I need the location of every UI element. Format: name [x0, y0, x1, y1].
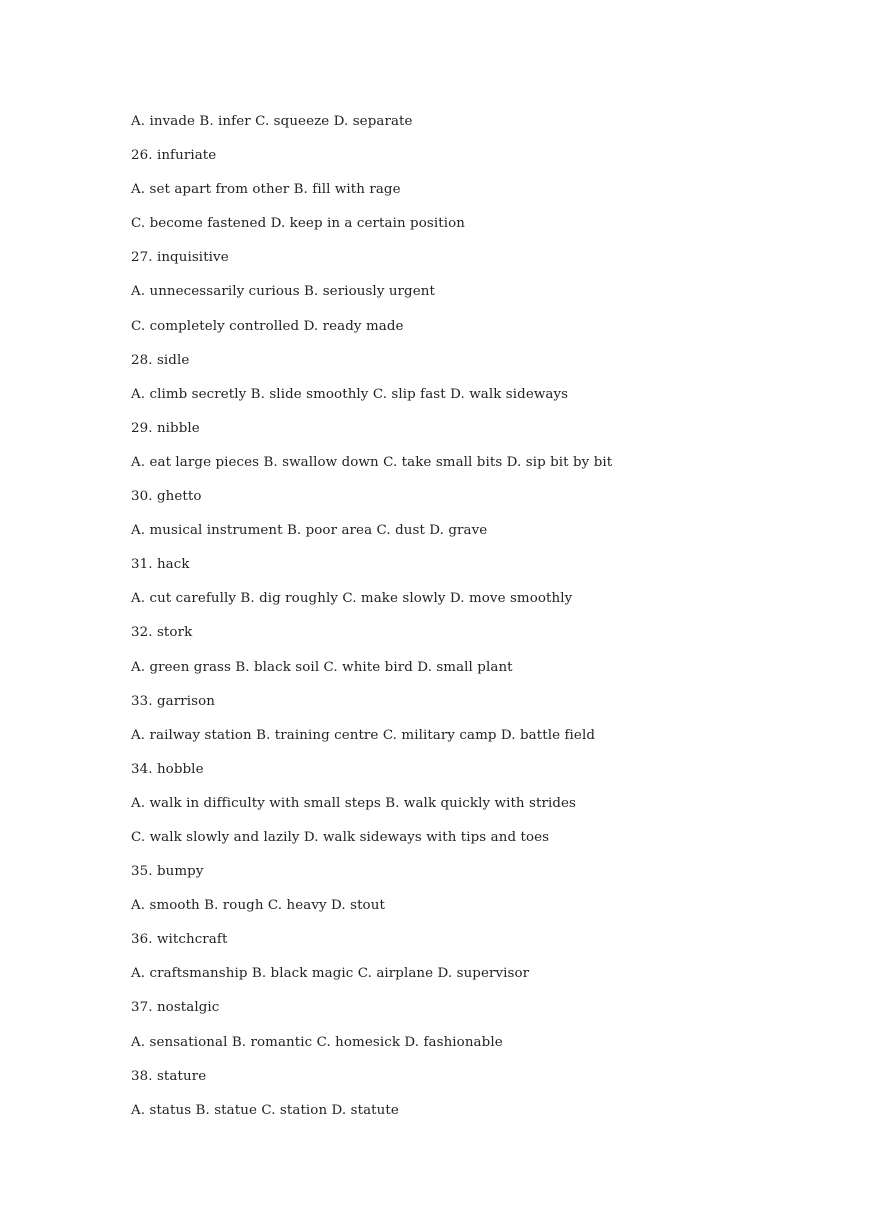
question-line: 28. sidle [131, 352, 190, 368]
options-line: A. set apart from other B. fill with rage [131, 182, 401, 198]
question-line: 31. hack [131, 557, 190, 573]
options-line: A. musical instrument B. poor area C. dust D. grave [131, 523, 488, 539]
options-line: A. status B. statue C. station D. statute [131, 1102, 399, 1118]
options-line: A. green grass B. black soil C. white bird D. small plant [131, 659, 513, 675]
options-line: A. sensational B. romantic C. homesick D. fashionable [131, 1034, 503, 1050]
question-line: 33. garrison [131, 693, 215, 709]
options-line: A. unnecessarily curious B. seriously urgent [131, 284, 435, 300]
options-line: A. cut carefully B. dig roughly C. make slowly D. move smoothly [131, 591, 573, 607]
options-line: C. walk slowly and lazily D. walk sideways with tips and toes [131, 829, 550, 845]
question-line: 26. infuriate [131, 148, 217, 164]
question-list [131, 113, 831, 1136]
options-line: A. railway station B. training centre C. military camp D. battle field [131, 727, 596, 743]
options-line: A. eat large pieces B. swallow down C. take small bits D. sip bit by bit [131, 454, 613, 470]
options-line: A. invade B. infer C. squeeze D. separate [131, 114, 413, 129]
options-line: A. walk in difficulty with small steps B. walk quickly with strides [131, 795, 577, 811]
options-line: A. smooth B. rough C. heavy D. stout [131, 898, 385, 914]
question-line: 38. stature [131, 1068, 207, 1084]
question-line: 32. stork [131, 625, 193, 641]
options-line: C. become fastened D. keep in a certain position [131, 216, 465, 232]
question-line: 36. witchcraft [131, 932, 228, 948]
question-line: 27. inquisitive [131, 250, 229, 266]
question-line: 30. ghetto [131, 489, 202, 505]
question-line: 34. hobble [131, 761, 204, 777]
options-line: C. completely controlled D. ready made [131, 318, 404, 334]
options-line: A. craftsmanship B. black magic C. airplane D. supervisor [131, 966, 530, 982]
options-line: A. climb secretly B. slide smoothly C. slip fast D. walk sideways [131, 386, 569, 402]
question-line: 35. bumpy [131, 864, 204, 880]
question-line: 29. nibble [131, 420, 200, 436]
question-line: 37. nostalgic [131, 1000, 220, 1016]
